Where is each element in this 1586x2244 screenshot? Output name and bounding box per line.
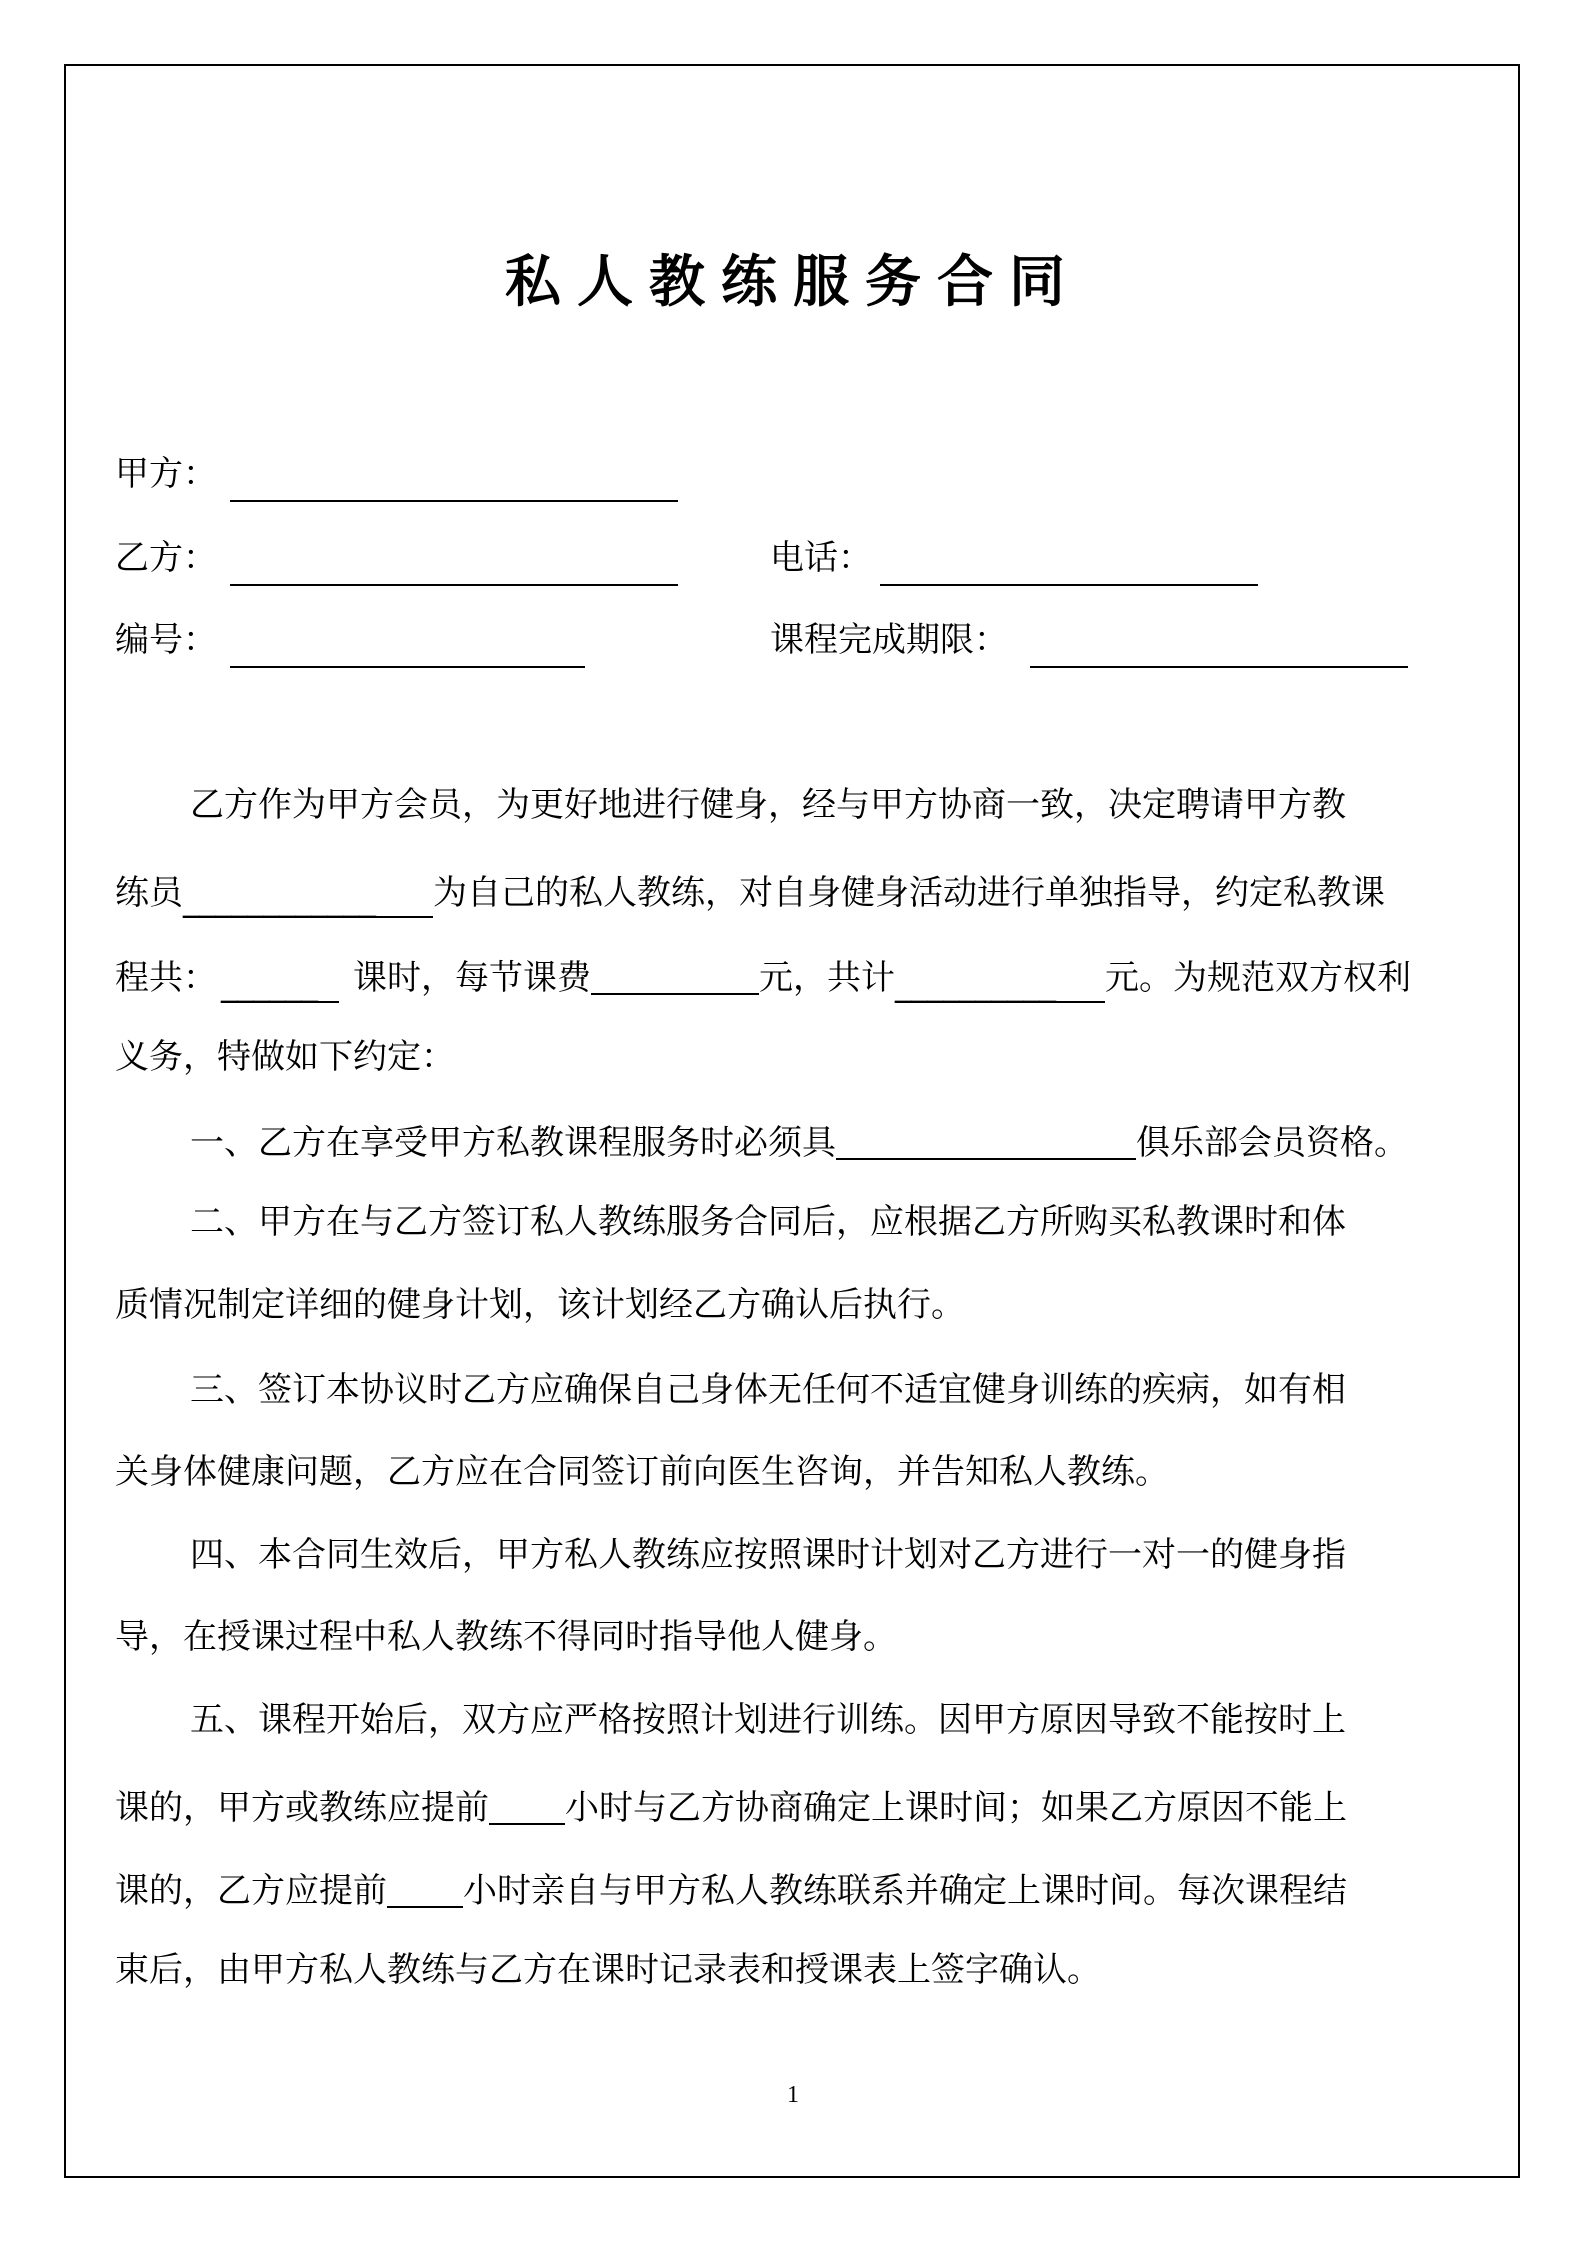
clause-5-line-2	[115, 1783, 1347, 1830]
clause-5-line-2-text-b: 小时与乙方协商确定上课时间；如果乙方原因不能上	[565, 1788, 1347, 1828]
party-a-field[interactable]	[230, 500, 678, 502]
clause-5-line-3-text-a: 课的，乙方应提前	[115, 1871, 387, 1911]
membership-blank[interactable]	[836, 1124, 1136, 1160]
clause-5-line-4: 束后，由甲方私人教练与乙方在课时记录表和授课表上签字确认。	[115, 1950, 1101, 1990]
clause-1-text-b: 俱乐部会员资格。	[1136, 1123, 1408, 1163]
clause-5-line-1: 五、课程开始后，双方应严格按照计划进行训练。因甲方原因导致不能按时上	[190, 1700, 1346, 1740]
clause-1	[190, 1118, 1408, 1165]
clause-3-line-1: 三、签订本协议时乙方应确保自己身体无任何不适宜健身训练的疾病，如有相	[190, 1370, 1346, 1410]
intro-line-2-text-b: 为自己的私人教练，对自身健身活动进行单独指导，约定私教课	[433, 873, 1385, 913]
serial-no-label: 编号：	[115, 620, 217, 660]
intro-line-3	[115, 953, 1411, 1004]
intro-line-3-text-a: 程共：	[115, 958, 217, 998]
intro-line-3-text-c: 元，共计	[759, 958, 895, 998]
clause-2-line-2: 质情况制定详细的健身计划，该计划经乙方确认后执行。	[115, 1285, 965, 1325]
member-notice-hours-blank[interactable]	[387, 1872, 463, 1908]
phone-label: 电话：	[770, 538, 872, 578]
clause-4-line-1: 四、本合同生效后，甲方私人教练应按照课时计划对乙方进行一对一的健身指	[190, 1535, 1346, 1575]
deadline-label: 课程完成期限：	[770, 620, 1008, 660]
phone-field[interactable]	[880, 584, 1258, 586]
party-a-label: 甲方：	[115, 454, 217, 494]
document-title: 私人教练服务合同	[505, 250, 1081, 315]
total-hours-blank[interactable]: ______	[221, 967, 339, 1003]
coach-name-blank[interactable]: ____________	[183, 882, 433, 918]
deadline-field[interactable]	[1030, 666, 1408, 668]
page-number: 1	[787, 2082, 799, 2108]
clause-5-line-2-text-a: 课的，甲方或教练应提前	[115, 1788, 489, 1828]
clause-3-line-2: 关身体健康问题，乙方应在合同签订前向医生咨询，并告知私人教练。	[115, 1452, 1169, 1492]
clause-4-line-2: 导，在授课过程中私人教练不得同时指导他人健身。	[115, 1617, 897, 1657]
intro-line-2-text-a: 练员	[115, 873, 183, 913]
total-fee-blank[interactable]: __________	[895, 967, 1105, 1003]
intro-line-3-text-d: 元。为规范双方权利	[1105, 958, 1411, 998]
fee-per-lesson-blank[interactable]	[591, 959, 759, 995]
party-b-label: 乙方：	[115, 538, 217, 578]
intro-line-4: 义务，特做如下约定：	[115, 1037, 455, 1077]
party-b-field[interactable]	[230, 584, 678, 586]
clause-5-line-3-text-b: 小时亲自与甲方私人教练联系并确定上课时间。每次课程结	[463, 1871, 1347, 1911]
coach-notice-hours-blank[interactable]	[489, 1789, 565, 1825]
clause-5-line-3	[115, 1866, 1347, 1913]
clause-1-text-a: 一、乙方在享受甲方私教课程服务时必须具	[190, 1123, 836, 1163]
serial-no-field[interactable]	[230, 666, 585, 668]
intro-line-2	[115, 871, 1385, 919]
clause-2-line-1: 二、甲方在与乙方签订私人教练服务合同后，应根据乙方所购买私教课时和体	[190, 1202, 1346, 1242]
intro-line-3-text-b: 课时，每节课费	[353, 958, 591, 998]
intro-line-1: 乙方作为甲方会员，为更好地进行健身，经与甲方协商一致，决定聘请甲方教	[190, 785, 1346, 825]
